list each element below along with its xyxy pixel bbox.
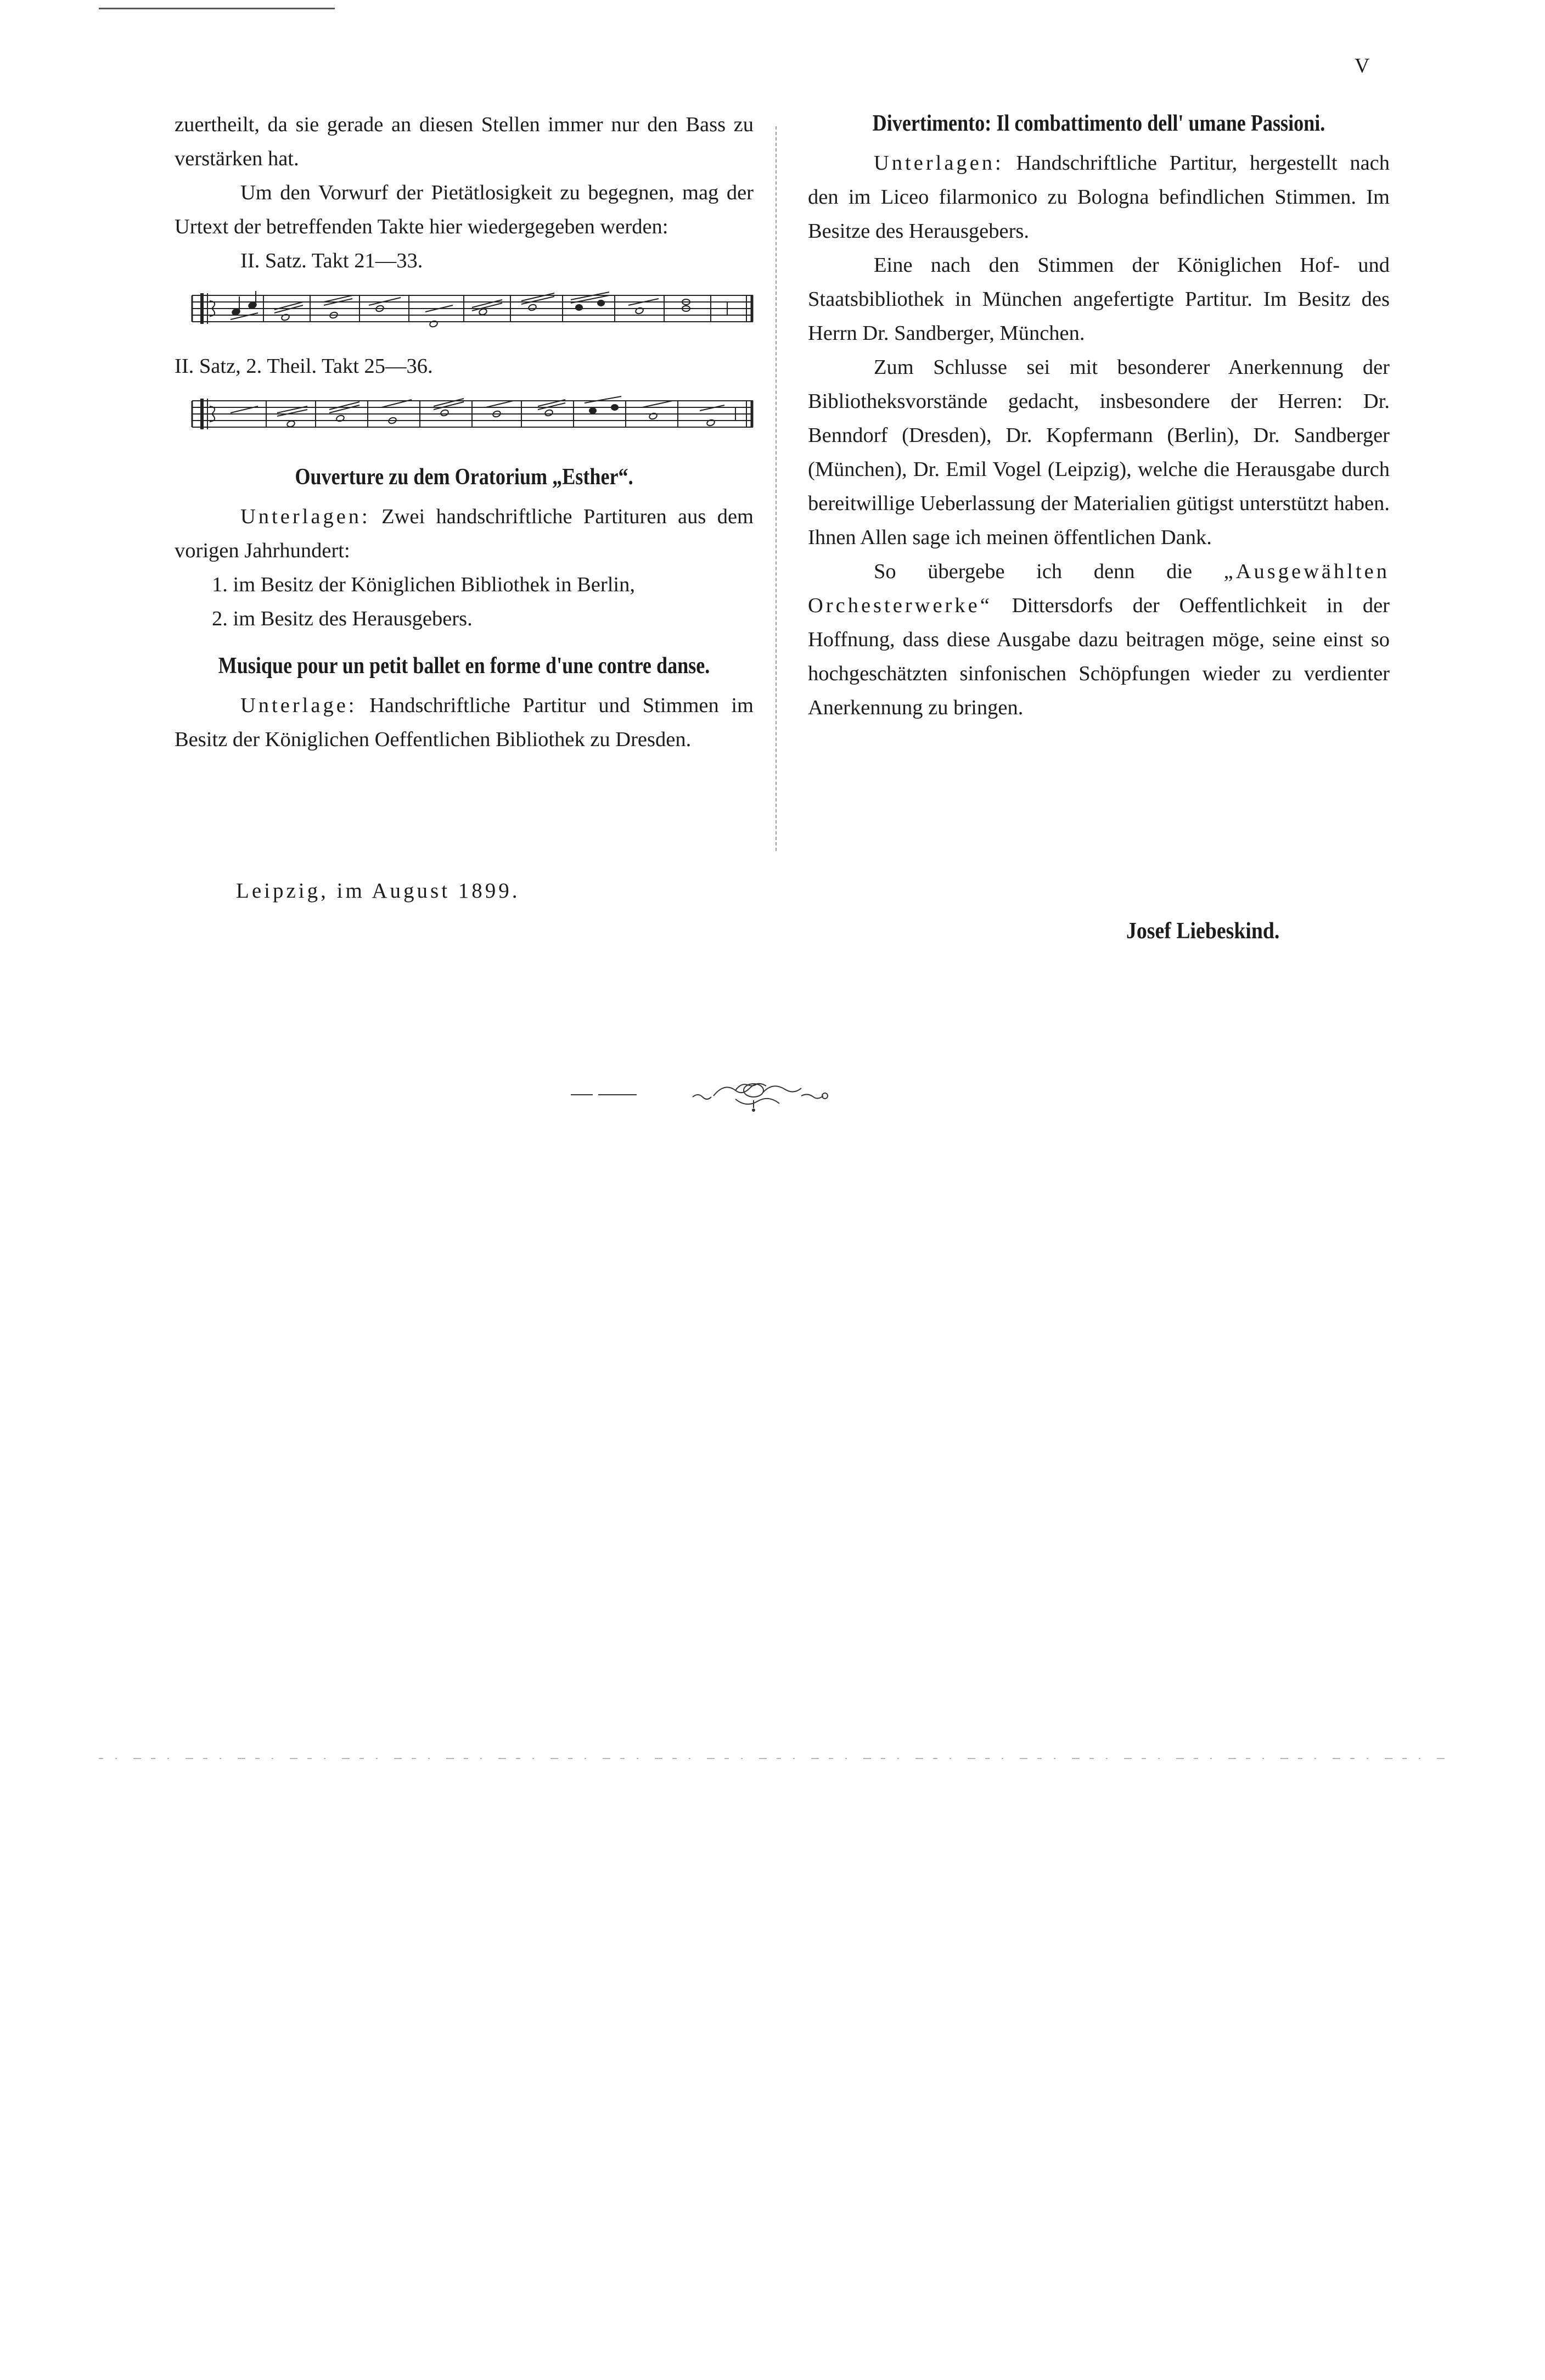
signature: Josef Liebeskind. [1126,919,1280,944]
esther-source-label: Unterlagen: [240,505,370,528]
divertimento-source [808,146,1390,248]
closing-start: So übergebe ich denn die [874,560,1224,583]
decorative-vignette-icon [571,1074,878,1118]
page-number: V [1355,54,1371,77]
divertimento-source-label: Unterlagen: [874,152,1004,175]
divertimento-heading: Divertimento: Il combattimento dell' umane Passioni. [872,111,1325,136]
left-column [175,108,754,757]
column-divider [776,126,777,851]
esther-source-item-1: 1. im Besitz der Königlichen Bibliothek in Berlin, [212,573,635,596]
urtext-paragraph: Um den Vorwurf der Pietätlosigkeit zu begegnen, mag der Urtext der betreffenden Takte hier wiedergegeben werden: [175,181,754,238]
decorative-vignette [571,1074,878,1121]
esther-source-text: Zwei handschriftliche Partituren aus dem vorigen Jahrhundert: [175,505,754,562]
esther-source [175,500,754,568]
ballet-heading: Musique pour un petit ballet en forme d'une contre danse. [218,653,710,679]
ballet-source [175,688,754,757]
right-column [808,108,1390,725]
ballet-source-label: Unterlage: [240,694,357,717]
page-bottom-specks [99,1755,1449,1765]
music-staff-excerpt-2-icon [176,391,757,441]
divertimento-source-text: Handschriftliche Partitur, hergestellt nach den im Liceo filarmonico zu Bologna befindlichen Stimmen. Im Besitze des Herausgebers. [808,152,1390,243]
music-staff-excerpt-1-icon [176,285,757,336]
esther-source-item-2: 2. im Besitz des Herausgebers. [212,607,473,630]
closing-end: Dittersdorfs der Oeffentlichkeit in der Hoffnung, dass diese Ausgabe dazu beitragen möge, seine einst so hochgeschätzten sinfonischen Schöpfungen wieder zu verdienter Anerkennung zu bringen. [808,594,1390,719]
music-excerpt-1 [175,280,754,341]
acknowledgement-paragraph: Zum Schlusse sei mit besonderer Anerkennung der Bibliotheksvorstände gedacht, insbesondere der Herren: Dr. Benndorf (Dresden), Dr. Kopfermann (Berlin), Dr. Sandberger (München), Dr. Emil Vogel (Leipzig), welche die Herausgabe durch bereitwillige Ueberlassung der Materialien gütigst unterstützt haben. Ihnen Allen sage ich meinen öffentlichen Dank. [808,356,1390,549]
excerpt-2-label: II. Satz, 2. Theil. Takt 25—36. [175,355,433,378]
esther-heading: Ouverture zu dem Oratorium „Esther“. [295,464,633,490]
music-excerpt-2 [175,385,754,447]
continuation-paragraph: zuertheilt, da sie gerade an diesen Stellen immer nur den Bass zu verstärken hat. [175,113,754,170]
excerpt-1-label: II. Satz. Takt 21—33. [240,249,423,272]
divertimento-second-source: Eine nach den Stimmen der Königlichen Hof- und Staatsbibliothek in München angefertigte Partitur. Im Besitz des Herrn Dr. Sandberger, München. [808,254,1390,345]
closing-work-title: „Ausgewählten Orchesterwerke“ [808,560,1390,617]
scan-specks-icon [99,1755,1449,1762]
ballet-source-text: Handschriftliche Partitur und Stimmen im Besitz der Königlichen Oeffentlichen Bibliothek zu Dresden. [175,694,754,751]
top-edge-rule [99,8,335,9]
place-date: Leipzig, im August 1899. [236,879,520,903]
closing-paragraph [808,555,1390,725]
